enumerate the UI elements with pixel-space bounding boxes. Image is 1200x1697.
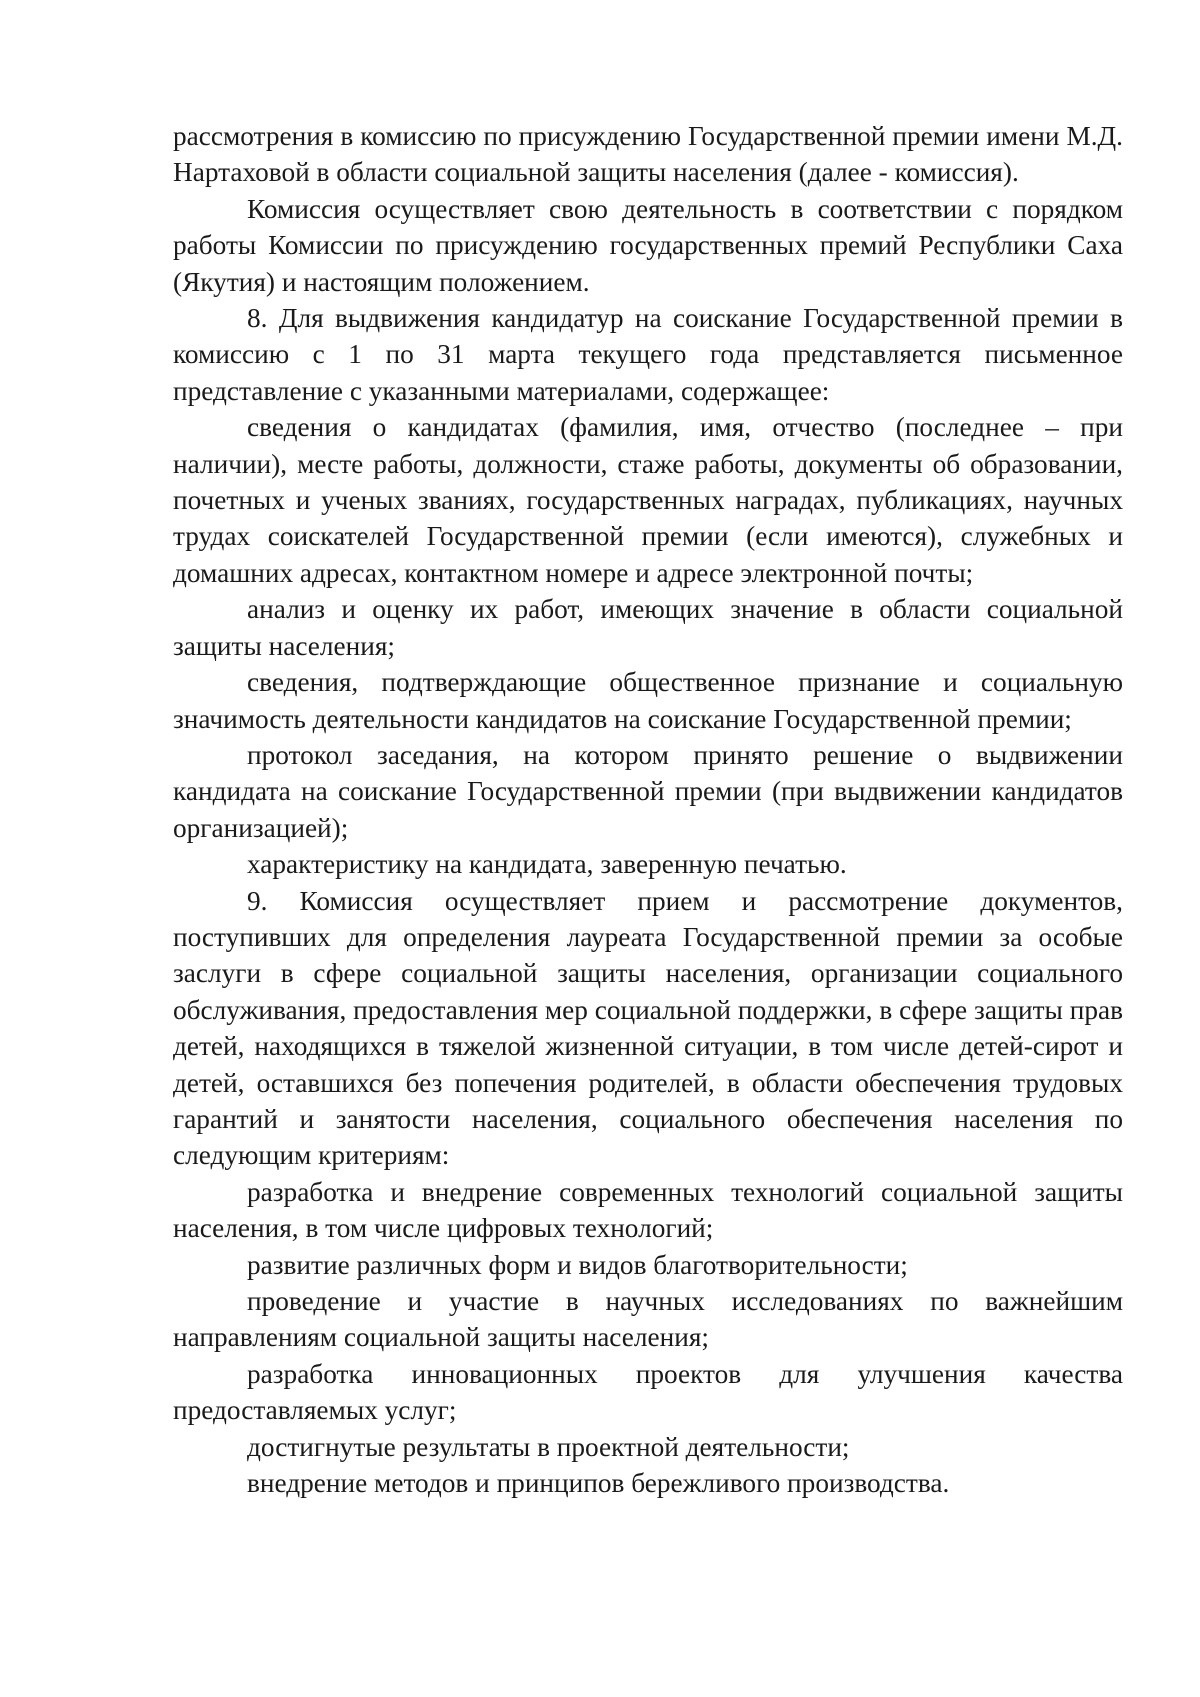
paragraph-criterion-project-results: достигнутые результаты в проектной деятельности; [247, 1431, 850, 1462]
document-body [173, 118, 1123, 1501]
paragraph-item-8: 8. Для выдвижения кандидатур на соискание Государственной премии в комиссию с 1 по 31 марта текущего года представляется письменное представление с указанными материалами, содержащее: [173, 303, 1123, 406]
paragraph-analysis: анализ и оценку их работ, имеющих значение в области социальной защиты населения; [173, 594, 1123, 661]
paragraph-meeting-protocol: протокол заседания, на котором принято решение о выдвижении кандидата на соискание Государственной премии (при выдвижении кандидатов организацией); [173, 739, 1123, 843]
paragraph-commission-intro: рассмотрения в комиссию по присуждению Государственной премии имени М.Д. Нартаховой в области социальной защиты населения (далее - комиссия). [173, 121, 1123, 188]
paragraph-public-recognition: сведения, подтверждающие общественное признание и социальную значимость деятельности кандидатов на соискание Государственной премии; [173, 667, 1123, 734]
paragraph-criterion-research: проведение и участие в научных исследованиях по важнейшим направлениям социальной защиты населения; [173, 1286, 1123, 1353]
paragraph-criterion-lean-production: внедрение методов и принципов бережливого производства. [247, 1468, 950, 1499]
paragraph-criterion-technologies: разработка и внедрение современных технологий социальной защиты населения, в том числе цифровых технологий; [173, 1176, 1123, 1244]
paragraph-criterion-charity: развитие различных форм и видов благотворительности; [247, 1249, 908, 1280]
paragraph-characteristic: характеристику на кандидата, заверенную печатью. [247, 849, 847, 880]
paragraph-commission-activity: Комиссия осуществляет свою деятельность в соответствии с порядком работы Комиссии по присуждению государственных премий Республики Саха (Якутия) и настоящим положением. [173, 193, 1123, 297]
paragraph-criterion-innovation: разработка инновационных проектов для улучшения качества предоставляемых услуг; [173, 1358, 1123, 1426]
paragraph-candidate-info: сведения о кандидатах (фамилия, имя, отчество (последнее – при наличии), месте работы, должности, стаже работы, документы об образовании, почетных и ученых званиях, государственных наградах, публикациях, научных трудах соискателей Государственной премии (если имеются), служебных и домашних адресах, контактном номере и адресе электронной почты; [173, 412, 1123, 588]
paragraph-item-9: 9. Комиссия осуществляет прием и рассмотрение документов, поступивших для определения лауреата Государственной премии за особые заслуги в сфере социальной защиты населения, организации социального обслуживания, предоставления мер социальной поддержки, в сфере защиты прав детей, находящихся в тяжелой жизненной ситуации, в том числе детей-сирот и детей, оставшихся без попечения родителей, в области обеспечения трудовых гарантий и занятости населения, социального обеспечения населения по следующим критериям: [173, 885, 1123, 1171]
